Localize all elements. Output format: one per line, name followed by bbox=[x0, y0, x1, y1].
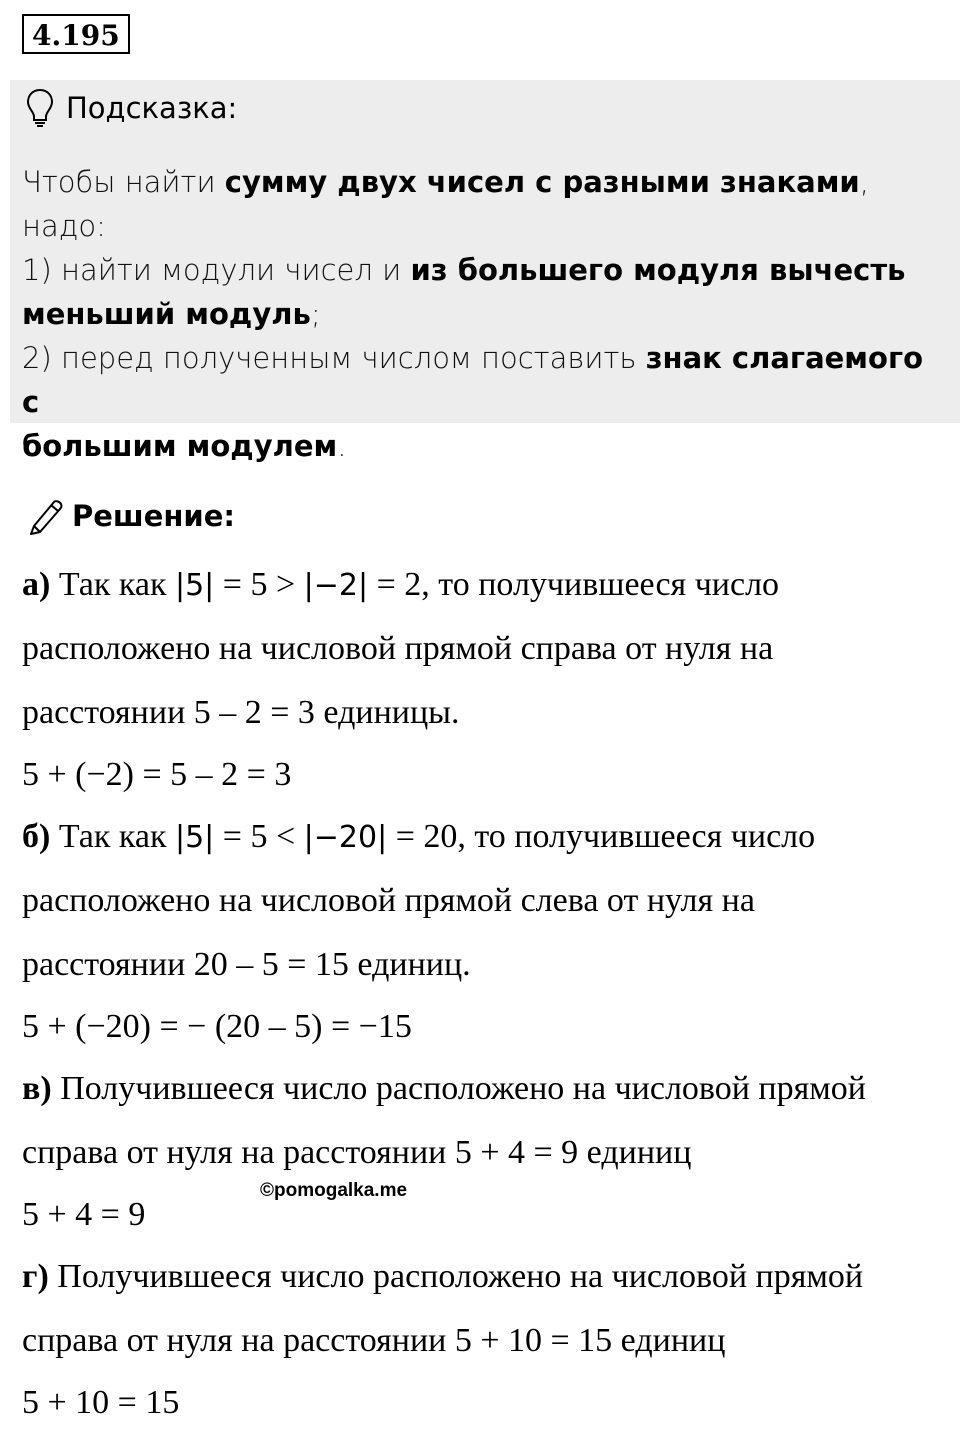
solution-title-label: Решение: bbox=[72, 499, 236, 533]
hint-line: меньший модуль; bbox=[22, 297, 321, 331]
solution-equation: 5 + 4 = 9 bbox=[22, 1196, 146, 1233]
solution-line: в) Получившееся число расположено на числовой прямой bbox=[22, 1070, 866, 1107]
solution-equation: 5 + 10 = 15 bbox=[22, 1384, 180, 1421]
hint-text bbox=[22, 160, 942, 468]
solution-line: расстоянии 20 – 5 = 15 единиц. bbox=[22, 946, 471, 983]
hint-line: 2) перед полученным числом поставить знак слагаемого с bbox=[22, 341, 924, 419]
solution-equation: 5 + (−2) = 5 – 2 = 3 bbox=[22, 756, 292, 793]
solution-line: справа от нуля на расстоянии 5 + 4 = 9 единиц bbox=[22, 1134, 692, 1171]
hint-line: большим модулем. bbox=[22, 429, 347, 463]
watermark: ©pomogalka.me bbox=[260, 1180, 408, 1201]
solution-line: расположено на числовой прямой справа от нуля на bbox=[22, 630, 774, 667]
solution-line: г) Получившееся число расположено на числовой прямой bbox=[22, 1258, 864, 1295]
solution-line: расстоянии 5 – 2 = 3 единицы. bbox=[22, 694, 460, 731]
solution-title bbox=[26, 496, 235, 536]
hint-line: 1) найти модули чисел и из большего модуля вычесть bbox=[22, 253, 906, 287]
solution-line: справа от нуля на расстоянии 5 + 10 = 15 единиц bbox=[22, 1322, 726, 1359]
solution-body bbox=[22, 558, 952, 1438]
solution-equation: 5 + (−20) = − (20 – 5) = −15 bbox=[22, 1008, 412, 1045]
solution-line: расположено на числовой прямой слева от нуля на bbox=[22, 882, 755, 919]
hint-line: Чтобы найти сумму двух чисел с разными знаками, надо: bbox=[22, 165, 869, 243]
hint-title-label: Подсказка: bbox=[66, 91, 238, 125]
task-number: 4.195 bbox=[22, 14, 130, 54]
lightbulb-icon bbox=[26, 88, 54, 128]
solution-line: а) Так как |5| = 5 > |−2| = 2, то получившееся число bbox=[22, 566, 780, 603]
hint-title bbox=[26, 88, 237, 128]
pencil-icon bbox=[26, 496, 66, 536]
solution-line: б) Так как |5| = 5 < |−20| = 20, то получившееся число bbox=[22, 818, 816, 855]
